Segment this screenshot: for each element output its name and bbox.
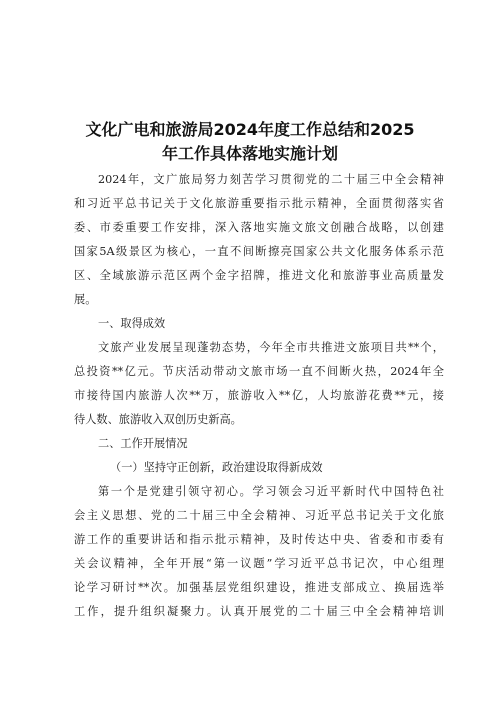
section1-line: 市接待国内旅游人次**万，旅游收入**亿，人均旅游花费**元，接 [74, 389, 444, 402]
subsection1-line: 第一个是党建引领守初心。学习领会习近平新时代中国特色社 [98, 485, 444, 498]
subsection1-line: 会主义思想、党的二十届三中全会精神、习近平总书记关于文化旅 [74, 509, 444, 522]
section-heading-results: 一、取得成效 [98, 317, 166, 330]
subsection1-line: 论学习研讨**次。加强基层党组织建设，推进支部成立、换届选举 [74, 581, 444, 594]
intro-line: 委、市委重要工作安排，深入落地实施文旅文创融合战略，以创建 [74, 221, 444, 234]
document-title-line-2: 年工作具体落地实施计划 [161, 144, 338, 163]
intro-line: 区、全域旅游示范区两个金字招牌，推进文化和旅游事业高质量发 [74, 269, 444, 282]
section-heading-work: 二、工作开展情况 [98, 437, 188, 450]
section1-line: 待人数、旅游收入双创历史新高。 [74, 413, 242, 426]
subsection1-line: 关会议精神，全年开展“第一议题”学习近平总书记次，中心组理 [74, 557, 444, 570]
subsection1-line: 游工作的重要讲话和指示批示精神，及时传达中央、省委和市委有 [74, 533, 444, 546]
intro-line: 国家5A级景区为核心，一直不间断擦亮国家公共文化服务体系示范 [74, 245, 444, 258]
subsection1-line: 工作，提升组织凝聚力。认真开展党的二十届三中全会精神培训 [74, 605, 444, 618]
section1-line: 总投资**亿元。节庆活动带动文旅市场一直不间断火热，2024年全 [74, 365, 444, 378]
intro-line: 2024年，文广旅局努力刻苦学习贯彻党的二十届三中全会精神 [98, 173, 444, 186]
intro-line: 和习近平总书记关于文化旅游重要指示批示精神，全面贯彻落实省 [74, 197, 444, 210]
intro-line: 展。 [74, 293, 97, 306]
section1-line: 文旅产业发展呈现蓬勃态势，今年全市共推进文旅项目共**个， [98, 341, 444, 354]
document-title-line-1: 文化广电和旅游局2024年度工作总结和2025 [85, 120, 415, 139]
subsection-heading: （一）坚持守正创新，政治建设取得新成效 [110, 461, 323, 474]
